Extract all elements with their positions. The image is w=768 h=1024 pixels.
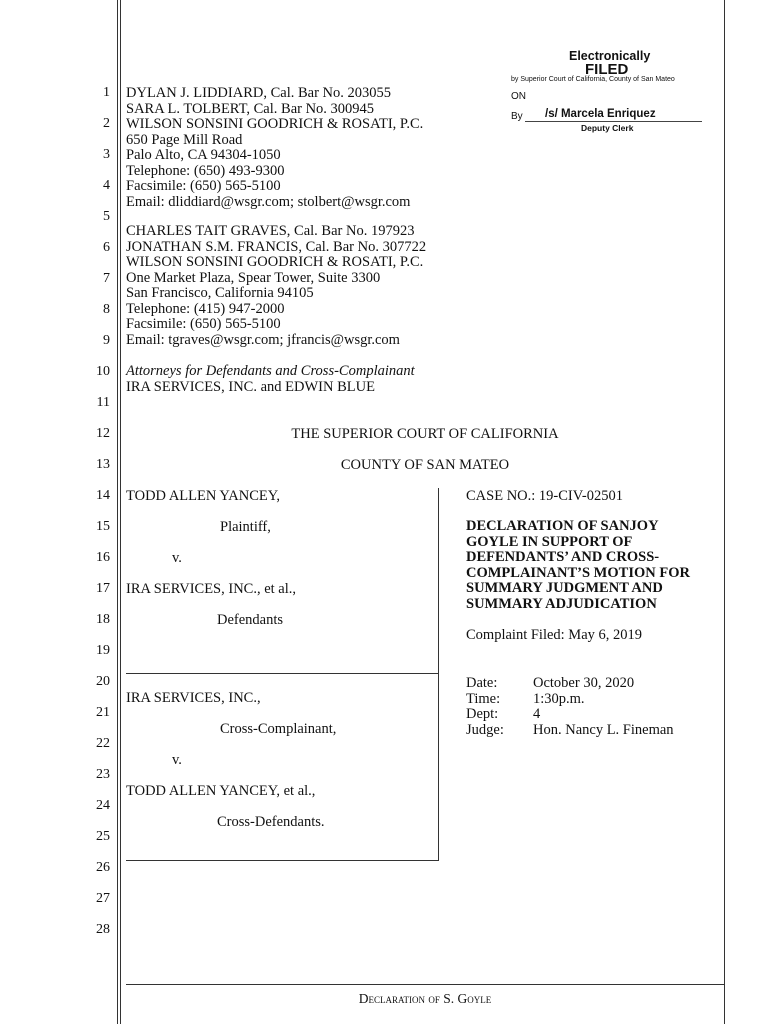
hearing-date-value: October 30, 2020 <box>533 675 635 691</box>
line-number: 24 <box>96 798 110 813</box>
footer-rule <box>126 984 724 985</box>
line-number: 26 <box>96 860 110 875</box>
line-number: 13 <box>96 457 110 472</box>
line-number: 9 <box>103 333 110 348</box>
case-number: CASE NO.: 19-CIV-02501 <box>466 488 623 504</box>
cross-defendant-role: Cross-Defendants. <box>217 814 325 830</box>
line-number: 10 <box>96 364 110 379</box>
cross-defendant-name: TODD ALLEN YANCEY, et al., <box>126 783 316 799</box>
line-number: 7 <box>103 271 110 286</box>
hearing-dept-label: Dept: <box>466 706 499 722</box>
line-number: 2 <box>103 116 110 131</box>
counsel-line: Email: dliddiard@wsgr.com; stolbert@wsgr.com <box>126 193 411 210</box>
line-number: 4 <box>103 178 110 193</box>
document-title-line: GOYLE IN SUPPORT OF <box>466 533 633 550</box>
attorneys-for-label: Attorneys for Defendants and Cross-Complainant <box>126 363 415 379</box>
counsel-line: Email: tgraves@wsgr.com; jfrancis@wsgr.com <box>126 331 400 348</box>
line-number: 8 <box>103 302 110 317</box>
left-margin-rule-outer <box>117 0 118 1024</box>
line-number: 14 <box>96 488 110 503</box>
counsel-line: Telephone: (650) 493-9300 <box>126 162 285 179</box>
defendant-name: IRA SERVICES, INC., et al., <box>126 581 297 597</box>
stamp-court: by Superior Court of California, County of San Mateo <box>511 76 675 83</box>
right-margin-rule <box>724 0 725 1024</box>
stamp-signature-line <box>525 121 702 122</box>
document-title-line: SUMMARY JUDGMENT AND <box>466 580 663 596</box>
stamp-by-label: By <box>511 111 523 122</box>
document-title-line: COMPLAINANT’S MOTION FOR <box>466 564 690 581</box>
line-number: 21 <box>96 705 110 720</box>
line-number: 22 <box>96 736 110 751</box>
stamp-signature: /s/ Marcela Enriquez <box>545 108 656 120</box>
hearing-date-label: Date: <box>466 675 498 691</box>
left-margin-rule-inner <box>120 0 121 1024</box>
versus-2: v. <box>172 752 182 768</box>
complaint-filed: Complaint Filed: May 6, 2019 <box>466 627 643 643</box>
counsel-line: Palo Alto, CA 94304-1050 <box>126 147 281 163</box>
line-number: 28 <box>96 922 110 937</box>
counsel-line: San Francisco, California 94105 <box>126 285 314 301</box>
counsel-line: WILSON SONSINI GOODRICH & ROSATI, P.C. <box>126 254 424 270</box>
caption-bottom-rule <box>126 860 439 861</box>
caption-divider-rule <box>126 673 439 674</box>
line-number: 20 <box>96 674 110 689</box>
counsel-line: Facsimile: (650) 565-5100 <box>126 178 281 194</box>
counsel-block-2 <box>126 224 426 348</box>
stamp-electronically: Electronically <box>569 49 651 63</box>
line-number: 23 <box>96 767 110 782</box>
line-number: 6 <box>103 240 110 255</box>
document-title-line: DEFENDANTS’ AND CROSS- <box>466 549 660 565</box>
plaintiff-name: TODD ALLEN YANCEY, <box>126 488 280 504</box>
hearing-judge-label: Judge: <box>466 722 504 738</box>
hearing-time-value: 1:30p.m. <box>533 691 585 707</box>
document-title-line: SUMMARY ADJUDICATION <box>466 595 657 612</box>
stamp-on-label: ON <box>511 91 526 102</box>
stamp-role: Deputy Clerk <box>581 123 634 133</box>
counsel-line: JONATHAN S.M. FRANCIS, Cal. Bar No. 307722 <box>126 238 427 255</box>
counsel-line: WILSON SONSINI GOODRICH & ROSATI, P.C. <box>126 116 424 132</box>
hearing-dept-value: 4 <box>533 706 541 722</box>
versus-1: v. <box>172 550 182 566</box>
counsel-line: 650 Page Mill Road <box>126 131 243 148</box>
line-number: 27 <box>96 891 110 906</box>
stamp-filed: FILED <box>585 61 629 78</box>
line-number: 15 <box>96 519 110 534</box>
line-number: 16 <box>96 550 110 565</box>
cross-complainant-role: Cross-Complainant, <box>220 721 337 737</box>
defendant-role: Defendants <box>217 612 284 628</box>
attorneys-for-parties: IRA SERVICES, INC. and EDWIN BLUE <box>126 379 375 395</box>
line-number: 11 <box>96 395 110 410</box>
line-number: 5 <box>103 209 110 224</box>
footer-title: Declaration of S. Goyle <box>358 991 492 1006</box>
line-number: 25 <box>96 829 110 844</box>
document-title <box>466 519 690 612</box>
line-number: 3 <box>103 147 110 162</box>
county-name: COUNTY OF SAN MATEO <box>340 457 510 473</box>
plaintiff-role: Plaintiff, <box>220 519 271 535</box>
counsel-line: One Market Plaza, Spear Tower, Suite 3300 <box>126 269 381 286</box>
counsel-line: Facsimile: (650) 565-5100 <box>126 316 281 332</box>
hearing-judge-value: Hon. Nancy L. Fineman <box>533 722 674 738</box>
hearing-time-label: Time: <box>466 691 501 707</box>
counsel-line: SARA L. TOLBERT, Cal. Bar No. 300945 <box>126 100 375 117</box>
cross-complainant-name: IRA SERVICES, INC., <box>126 690 261 706</box>
counsel-line: CHARLES TAIT GRAVES, Cal. Bar No. 197923 <box>126 223 415 239</box>
document-title-line: DECLARATION OF SANJOY <box>466 518 659 534</box>
caption-vertical-rule <box>438 488 439 860</box>
line-number: 19 <box>96 643 110 658</box>
counsel-line: DYLAN J. LIDDIARD, Cal. Bar No. 203055 <box>126 85 392 101</box>
counsel-line: Telephone: (415) 947-2000 <box>126 300 285 317</box>
line-number: 1 <box>103 85 110 100</box>
court-name: THE SUPERIOR COURT OF CALIFORNIA <box>291 426 559 442</box>
line-number: 12 <box>96 426 110 441</box>
line-number: 17 <box>96 581 110 596</box>
line-number: 18 <box>96 612 110 627</box>
counsel-block-1 <box>126 86 423 210</box>
